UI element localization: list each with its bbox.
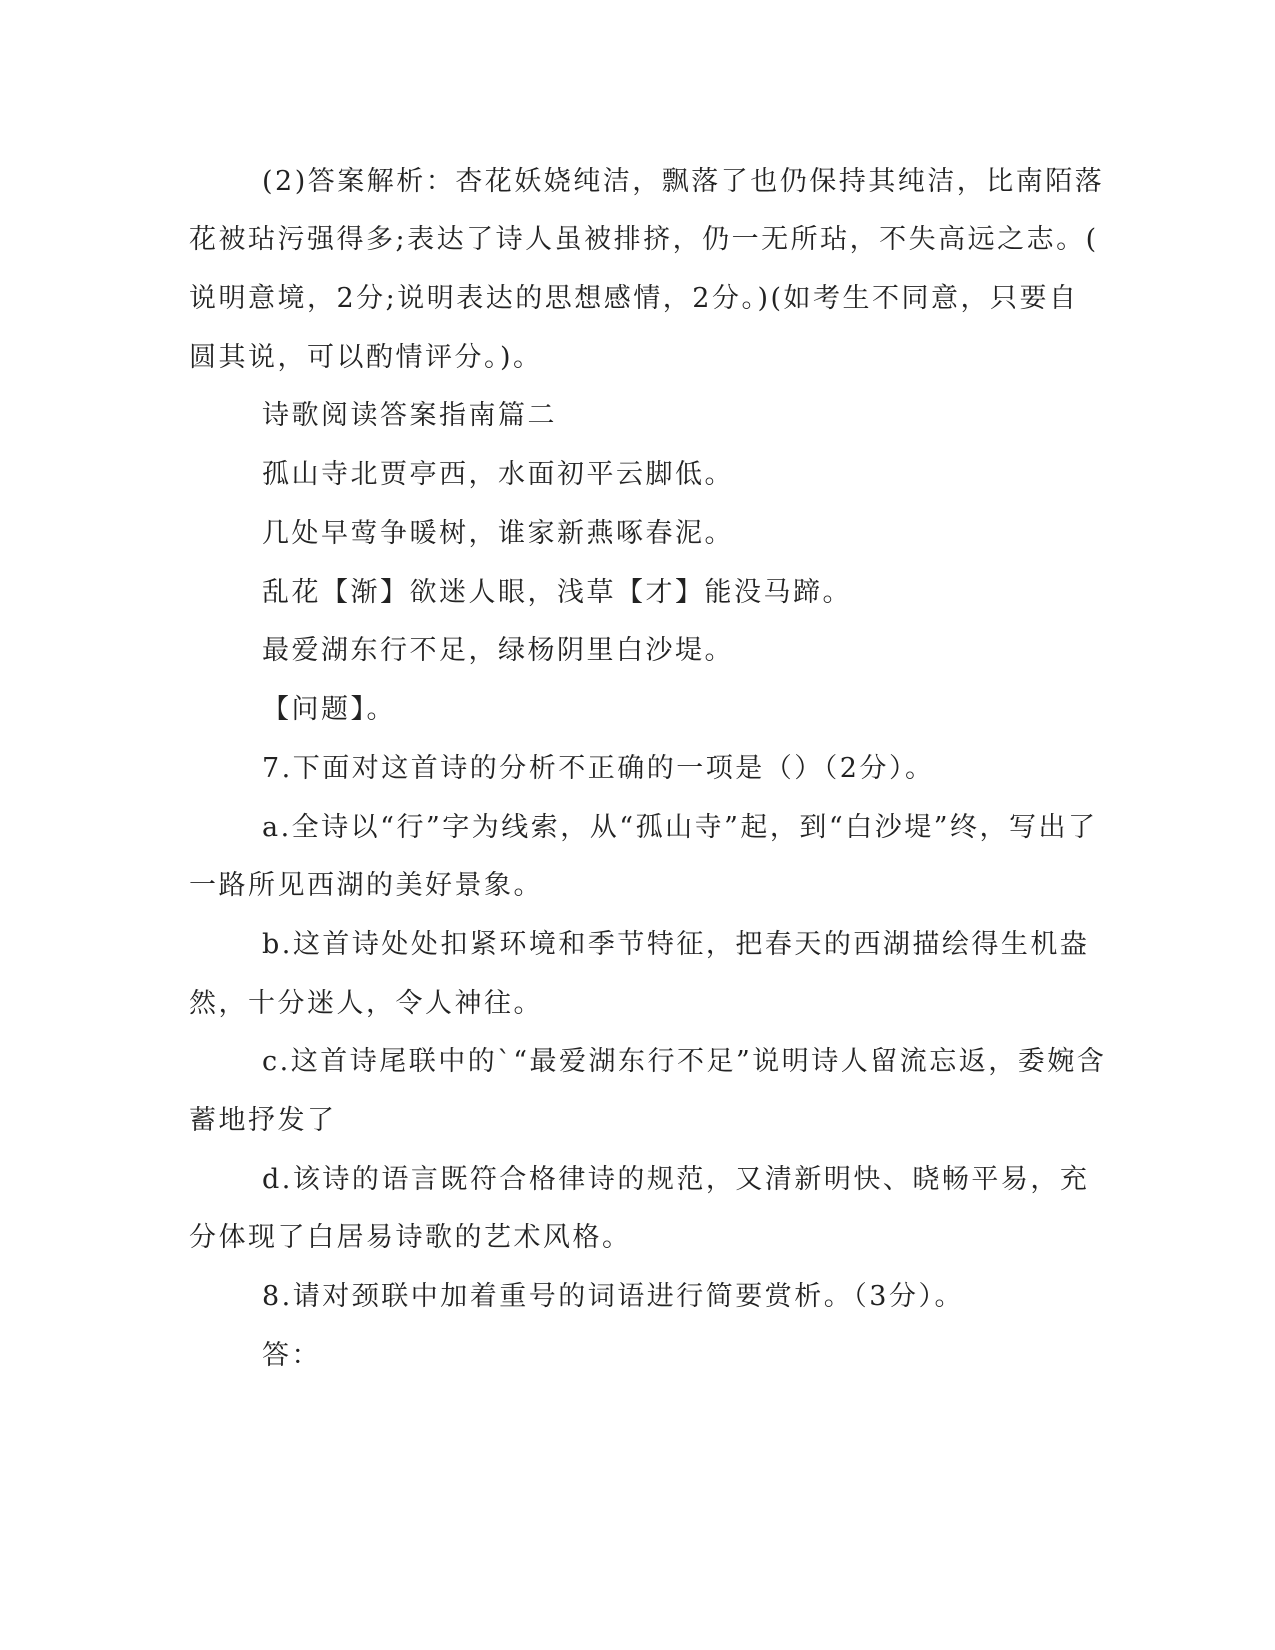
section-heading: 诗歌阅读答案指南篇二 [262, 400, 557, 431]
option-b-line-2: 然，十分迷人，令人神往。 [189, 988, 543, 1019]
questions-heading: 【问题】。 [262, 694, 396, 725]
answer-label: 答： [262, 1340, 321, 1371]
option-a-line-1: a.全诗以“行”字为线索，从“孤山寺”起，到“白沙堤”终，写出了 [262, 812, 1098, 843]
option-a-line-2: 一路所见西湖的美好景象。 [189, 870, 543, 901]
option-d-line-2: 分体现了白居易诗歌的艺术风格。 [189, 1222, 632, 1253]
poem-line-4: 最爱湖东行不足，绿杨阴里白沙堤。 [262, 635, 734, 666]
option-c-line-2: 蓄地抒发了 [189, 1105, 337, 1136]
answer-analysis-line-4: 圆其说，可以酌情评分。)。 [189, 342, 543, 373]
option-d-line-1: d.该诗的语言既符合格律诗的规范，又清新明快、晓畅平易，充 [262, 1164, 1090, 1195]
option-b-line-1: b.这首诗处处扣紧环境和季节特征，把春天的西湖描绘得生机盎 [262, 929, 1090, 960]
question-8: 8.请对颈联中加着重号的词语进行简要赏析。（3分）。 [262, 1281, 964, 1312]
poem-line-1: 孤山寺北贾亭西，水面初平云脚低。 [262, 459, 734, 490]
poem-line-3: 乱花【渐】欲迷人眼，浅草【才】能没马蹄。 [262, 577, 852, 608]
answer-analysis-line-2: 花被玷污强得多;表达了诗人虽被排挤，仍一无所玷，不失高远之志。( [189, 224, 1099, 255]
poem-line-2: 几处早莺争暖树，谁家新燕啄春泥。 [262, 518, 734, 549]
answer-analysis-line-3: 说明意境，2分;说明表达的思想感情，2分。)(如考生不同意，只要自 [189, 283, 1079, 314]
answer-analysis-line-1: (2)答案解析：杏花妖娆纯洁，飘落了也仍保持其纯洁，比南陌落 [262, 166, 1105, 197]
question-7: 7.下面对这首诗的分析不正确的一项是（）（2分）。 [262, 753, 935, 784]
option-c-line-1: c.这首诗尾联中的`“最爱湖东行不足”说明诗人留流忘返，委婉含 [262, 1046, 1107, 1077]
